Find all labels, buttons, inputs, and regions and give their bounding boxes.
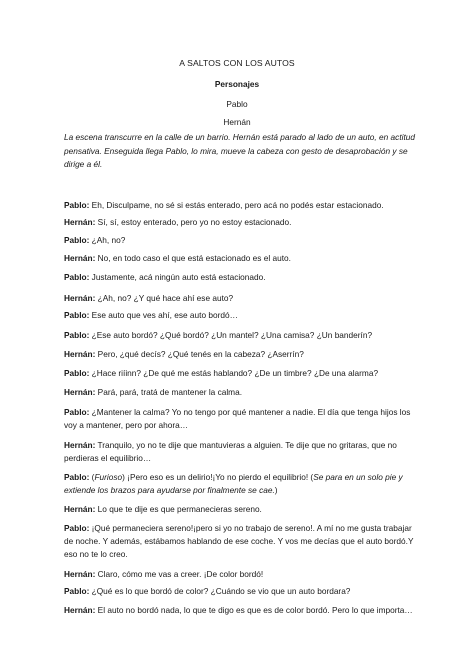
dialogue-line <box>64 216 420 229</box>
speaker-name: Hernán: <box>64 293 96 303</box>
speaker-name: Hernán: <box>64 387 96 397</box>
dialogue-text: Claro, cómo me vas a creer. ¡De color bordó! <box>95 569 264 579</box>
dialogue-line <box>64 604 420 617</box>
speaker-name: Hernán: <box>64 504 96 514</box>
dialogue-text: Lo que te dije es que permanecieras sereno. <box>95 504 262 514</box>
dialogue-line <box>64 439 420 465</box>
dialogue-text: ¿Ah, no? <box>89 235 126 245</box>
speaker-name: Pablo: <box>64 310 90 320</box>
stage-direction: La escena transcurre en la calle de un barrio. Hernán está parado al lado de un auto, en actitud pensativa. Enseguida llega Pablo, lo mira, mueve la cabeza con gesto de desaprobación y se dirige a él. <box>64 132 416 169</box>
dialogue-line <box>64 522 420 561</box>
dialogue-text: ¿Qué es lo que bordó de color? ¿Cuándo se vio que un auto bordara? <box>89 586 351 596</box>
speaker-name: Hernán: <box>64 217 96 227</box>
dialogue-text: ¿Ese auto bordó? ¿Qué bordó? ¿Un mantel? ¿Una camisa? ¿Un banderín? <box>89 330 373 340</box>
dialogue-line <box>64 406 420 432</box>
dialogue-text: ¡Qué permaneciera sereno!¡pero si yo no trabajo de sereno!. A mí no me gusta trabajar de noche. Y además, estábamos hablando de ese coche. Y vos me decías que el auto bordó.Y eso no te lo creo. <box>64 523 414 559</box>
speaker-name: Pablo: <box>64 472 90 482</box>
dialogue-text: Pero, ¿qué decís? ¿Qué tenés en la cabeza? ¿Aserrín? <box>95 349 304 359</box>
dialogue-text: ¿Mantener la calma? Yo no tengo por qué mantener a nadie. El día que tenga hijos los voy a mantener, pero por ahora… <box>64 407 411 430</box>
dialogue-line <box>64 292 420 305</box>
dialogue-text: ) <box>274 485 278 495</box>
speaker-name: Hernán: <box>64 253 96 263</box>
speaker-name: Hernán: <box>64 605 96 615</box>
character-name: Pablo <box>226 99 248 109</box>
character-name: Hernán <box>223 117 251 127</box>
dialogue-text: ( <box>89 472 95 482</box>
dialogue-text: Tranquilo, yo no te dije que mantuvieras a alguien. Te dije que no gritaras, que no perdieras el equilibrio… <box>64 440 397 463</box>
dialogue-text: ¿Ah, no? ¿Y qué hace ahí ese auto? <box>95 293 234 303</box>
dialogue-line <box>64 329 420 342</box>
dialogue-line <box>64 568 420 581</box>
dialogue-line <box>64 386 420 399</box>
dialogue-line <box>64 199 420 212</box>
dialogue-line <box>64 585 420 598</box>
dialogue-line <box>64 367 420 380</box>
dialogue-text: El auto no bordó nada, lo que te digo es que es de color bordó. Pero lo que importa… <box>95 605 413 615</box>
dialogue-text: ¿Hace riíinn? ¿De qué me estás hablando? ¿De un timbre? ¿De una alarma? <box>89 368 379 378</box>
speaker-name: Pablo: <box>64 272 90 282</box>
dialogue-text: No, en todo caso el que está estacionado es el auto. <box>95 253 291 263</box>
dialogue-line <box>64 503 420 516</box>
speaker-name: Pablo: <box>64 200 90 210</box>
dialogue-line <box>64 271 420 284</box>
speaker-name: Hernán: <box>64 349 96 359</box>
dialogue-text: Eh, Disculpame, no sé si estás enterado, pero acá no podés estar estacionado. <box>89 200 384 210</box>
dialogue-line <box>64 348 420 361</box>
speaker-name: Pablo: <box>64 330 90 340</box>
speaker-name: Pablo: <box>64 368 90 378</box>
inline-stage-direction: Se para en un solo pie y extiende los brazos para ayudarse por finalmente se cae. <box>64 472 403 495</box>
speaker-name: Hernán: <box>64 440 96 450</box>
speaker-name: Hernán: <box>64 569 96 579</box>
dialogue-text: Ese auto que ves ahí, ese auto bordó… <box>89 310 238 320</box>
dialogue-line <box>64 234 420 247</box>
dialogue-line <box>64 309 420 322</box>
dialogue-text: ) ¡Pero eso es un delirio!¡Yo no pierdo el equilibrio! ( <box>122 472 314 482</box>
speaker-name: Pablo: <box>64 407 90 417</box>
play-title: A SALTOS CON LOS AUTOS <box>179 58 295 68</box>
inline-stage-direction: Furioso <box>94 472 123 482</box>
characters-heading: Personajes <box>214 79 260 89</box>
dialogue-line <box>64 471 420 497</box>
speaker-name: Pablo: <box>64 586 90 596</box>
dialogue-text: Sí, sí, estoy enterado, pero yo no estoy estacionado. <box>95 217 292 227</box>
dialogue-line <box>64 252 420 265</box>
speaker-name: Pablo: <box>64 235 90 245</box>
speaker-name: Pablo: <box>64 523 90 533</box>
dialogue-text: Justamente, acá ningún auto está estacionado. <box>89 272 266 282</box>
dialogue-text: Pará, pará, tratá de mantener la calma. <box>95 387 243 397</box>
